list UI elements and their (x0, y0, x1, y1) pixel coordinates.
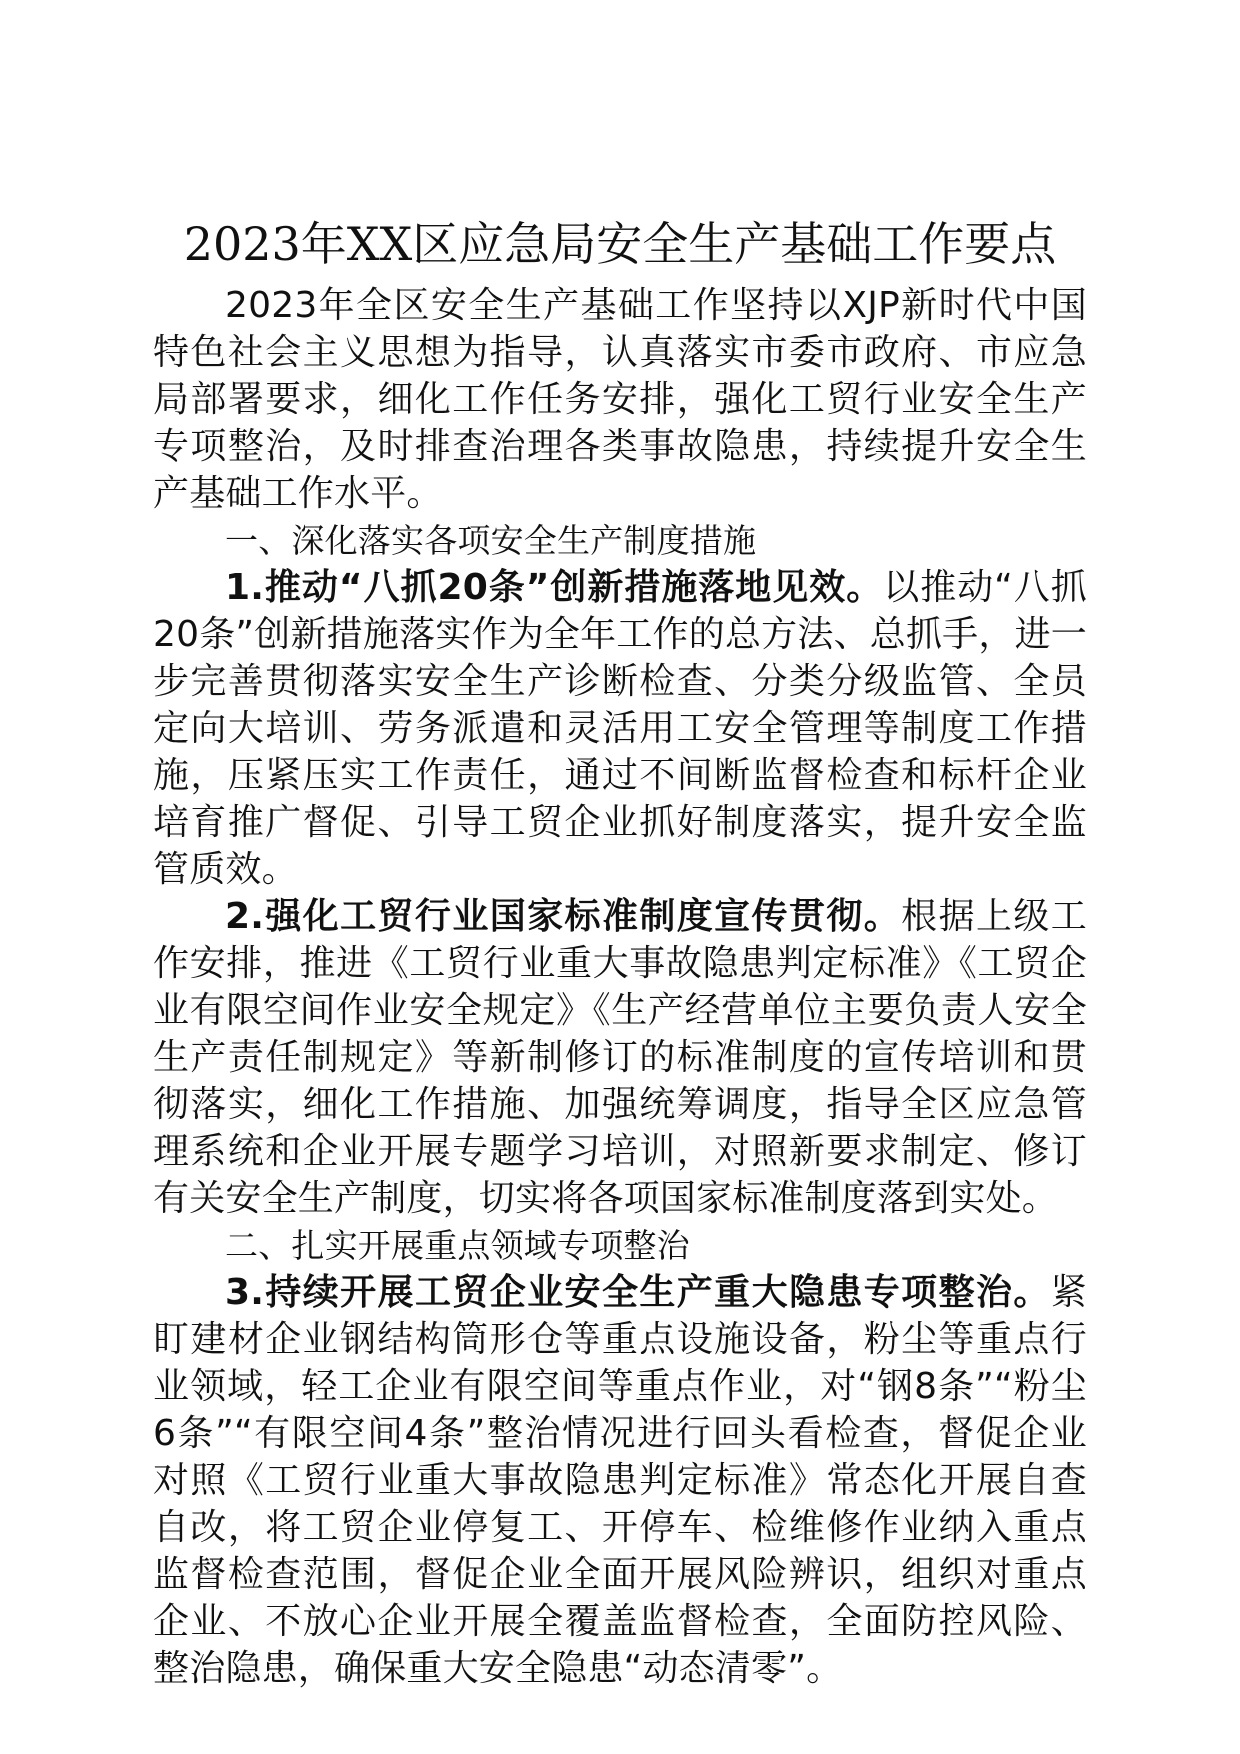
item-text-1: 以推动“八抓20条”创新措施落实作为全年工作的总方法、总抓手，进一步完善贯彻落实安全生产诊断检查、分类分级监管、全员定向大培训、劳务派遣和灵活用工安全管理等制度工作措施，压紧压实工作责任，通过不间断监督检查和标杆企业培育推广督促、引导工贸企业抓好制度落实，提升安全监管质效。 (153, 567, 1087, 890)
item-paragraph-3 (153, 1269, 1087, 1692)
item-lead-3: 3.持续开展工贸企业安全生产重大隐患专项整治。 (225, 1272, 1051, 1313)
document-body (153, 282, 1087, 1692)
item-paragraph-2 (153, 893, 1087, 1222)
section-heading-2: 二、扎实开展重点领域专项整治 (225, 1226, 690, 1265)
item-text-2: 根据上级工作安排，推进《工贸行业重大事故隐患判定标准》《工贸企业有限空间作业安全规定》《生产经营单位主要负责人安全生产责任制规定》等新制修订的标准制度的宣传培训和贯彻落实，细化工作措施、加强统筹调度，指导全区应急管理系统和企业开展专题学习培训，对照新要求制定、修订有关安全生产制度，切实将各项国家标准制度落到实处。 (153, 896, 1087, 1219)
item-paragraph-1 (153, 564, 1087, 893)
item-lead-1: 1.推动“八抓20条”创新措施落地见效。 (225, 567, 884, 608)
item-lead-2: 2.强化工贸行业国家标准制度宣传贯彻。 (225, 896, 902, 937)
document-title: 2023年XX区应急局安全生产基础工作要点 (183, 217, 1057, 271)
section-heading-1: 一、深化落实各项安全生产制度措施 (225, 521, 757, 560)
item-text-3: 紧盯建材企业钢结构筒形仓等重点设施设备，粉尘等重点行业领域，轻工企业有限空间等重点作业，对“钢8条”“粉尘6条”“有限空间4条”整治情况进行回头看检查，督促企业对照《工贸行业重大事故隐患判定标准》常态化开展自查自改，将工贸企业停复工、开停车、检维修作业纳入重点监督检查范围，督促企业全面开展风险辨识，组织对重点企业、不放心企业开展全覆盖监督检查，全面防控风险、整治隐患，确保重大安全隐患“动态清零”。 (153, 1272, 1087, 1689)
intro-paragraph: 2023年全区安全生产基础工作坚持以XJP新时代中国特色社会主义思想为指导，认真落实市委市政府、市应急局部署要求，细化工作任务安排，强化工贸行业安全生产专项整治，及时排查治理各类事故隐患，持续提升安全生产基础工作水平。 (153, 285, 1087, 514)
